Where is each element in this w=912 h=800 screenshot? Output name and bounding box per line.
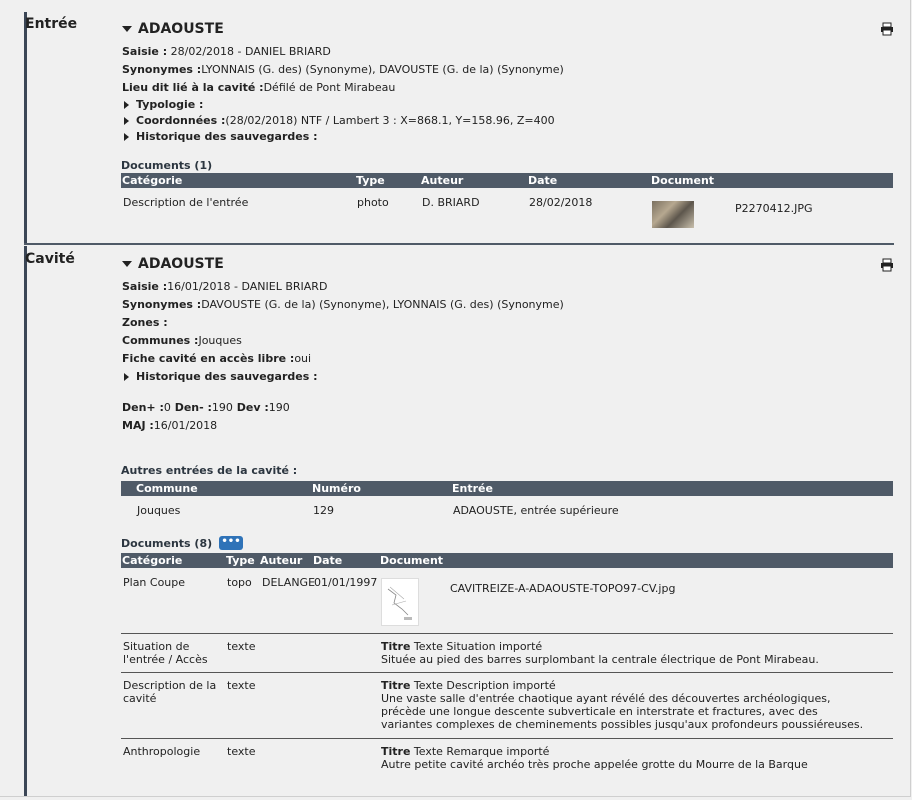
entree-lieu-dit bbox=[122, 81, 395, 94]
col-type: Type bbox=[356, 174, 385, 187]
entree-documents-table-header bbox=[121, 173, 893, 188]
row-auteur: DELANGE bbox=[262, 576, 316, 589]
col-auteur: Auteur bbox=[260, 554, 303, 567]
row-divider bbox=[121, 672, 893, 673]
maj-value: 16/01/2018 bbox=[153, 419, 218, 432]
topo-thumbnail[interactable] bbox=[381, 578, 419, 626]
titre-label: Titre bbox=[381, 640, 411, 653]
titre-value: Texte Description importé bbox=[410, 679, 556, 692]
col-categorie: Catégorie bbox=[122, 554, 183, 567]
row-titre bbox=[381, 640, 819, 653]
typologie-label: Typologie : bbox=[136, 98, 204, 111]
row-text-content bbox=[381, 640, 819, 666]
col-categorie: Catégorie bbox=[122, 174, 183, 187]
cavite-title-text: ADAOUSTE bbox=[138, 256, 224, 272]
row-type: texte bbox=[227, 640, 256, 653]
zones-label: Zones : bbox=[122, 316, 168, 329]
entree-saisie bbox=[122, 45, 331, 58]
row-categorie bbox=[123, 640, 208, 666]
text-line: Autre petite cavité archéo très proche appelée grotte du Mourre de la Barque bbox=[381, 758, 808, 771]
synonymes-label: Synonymes : bbox=[122, 298, 202, 311]
autres-entrees-heading: Autres entrées de la cavité : bbox=[121, 464, 298, 477]
cavite-zones bbox=[122, 316, 168, 329]
saisie-label: Saisie : bbox=[122, 280, 168, 293]
den-minus-label: Den- : bbox=[170, 401, 212, 414]
row-categorie-line: Situation de bbox=[123, 640, 190, 653]
coord-label: Coordonnées : bbox=[136, 114, 226, 127]
col-numero: Numéro bbox=[312, 482, 361, 495]
triangle-down-icon bbox=[122, 26, 132, 32]
entree-documents-heading: Documents (1) bbox=[121, 159, 213, 172]
row-categorie-line: Description de la bbox=[123, 679, 217, 692]
cavite-documents-heading: Documents (8) bbox=[121, 537, 213, 550]
col-document: Document bbox=[380, 554, 444, 567]
row-categorie-line: cavité bbox=[123, 692, 157, 705]
printer-icon[interactable] bbox=[880, 258, 894, 272]
typologie-toggle[interactable] bbox=[122, 98, 203, 111]
cavite-maj bbox=[122, 419, 217, 432]
row-type: topo bbox=[227, 576, 252, 589]
saisie-value: 16/01/2018 - DANIEL BRIARD bbox=[167, 280, 328, 293]
row-date: 01/01/1997 bbox=[314, 576, 378, 589]
text-line: précède une longue descente subverticale en interstrate et fractures, avec des bbox=[381, 705, 818, 718]
col-commune: Commune bbox=[136, 482, 198, 495]
den-plus-label: Den+ : bbox=[122, 401, 164, 414]
triangle-down-icon bbox=[122, 261, 132, 267]
row-type: texte bbox=[227, 745, 256, 758]
row-categorie bbox=[123, 745, 200, 758]
titre-label: Titre bbox=[381, 745, 411, 758]
historique-toggle-cavite[interactable] bbox=[122, 370, 318, 383]
col-type: Type bbox=[226, 554, 255, 567]
col-document: Document bbox=[651, 174, 715, 187]
fiche-value: oui bbox=[294, 352, 312, 365]
cavite-documents-table-header bbox=[121, 553, 893, 568]
saisie-value: 28/02/2018 - DANIEL BRIARD bbox=[167, 45, 331, 58]
col-auteur: Auteur bbox=[421, 174, 464, 187]
coord-value: (28/02/2018) NTF / Lambert 3 : X=868.1, Y=158.96, Z=400 bbox=[225, 114, 555, 127]
titre-value: Texte Situation importé bbox=[410, 640, 543, 653]
historique-toggle-entree[interactable] bbox=[122, 130, 318, 143]
row-document-link[interactable]: CAVITREIZE-A-ADAOUSTE-TOPO97-CV.jpg bbox=[450, 582, 676, 595]
row-titre bbox=[381, 679, 863, 692]
entree-title-text: ADAOUSTE bbox=[138, 21, 224, 37]
text-line: variantes complexes de cheminements possibles jusqu'aux profondeurs poussiéreuses. bbox=[381, 718, 864, 731]
col-date: Date bbox=[313, 554, 343, 567]
communes-value: Jouques bbox=[198, 334, 242, 347]
col-date: Date bbox=[528, 174, 558, 187]
cavite-section-bar bbox=[24, 246, 27, 796]
triangle-right-icon bbox=[124, 101, 129, 109]
row-document-link[interactable]: P2270412.JPG bbox=[735, 202, 813, 215]
triangle-right-icon bbox=[124, 117, 129, 125]
coordonnees-toggle[interactable] bbox=[122, 114, 555, 127]
row-type: photo bbox=[357, 196, 389, 209]
topo-sketch-icon bbox=[382, 579, 418, 625]
row-type: texte bbox=[227, 679, 256, 692]
cavite-communes bbox=[122, 334, 242, 347]
text-line: Située au pied des barres surplombant la centrale électrique de Pont Mirabeau. bbox=[381, 653, 819, 666]
section-divider bbox=[24, 243, 894, 245]
cavite-synonymes bbox=[122, 298, 564, 311]
cavite-fiche-acces bbox=[122, 352, 311, 365]
col-entree: Entrée bbox=[452, 482, 493, 495]
entree-section-label: Entrée bbox=[25, 16, 78, 32]
row-categorie: Description de l'entrée bbox=[123, 196, 249, 209]
entree-synonymes bbox=[122, 63, 564, 76]
row-divider bbox=[121, 633, 893, 634]
more-documents-button[interactable]: ••• bbox=[219, 536, 243, 550]
row-text-content bbox=[381, 745, 808, 771]
triangle-right-icon bbox=[124, 373, 129, 381]
historique-label: Historique des sauvegardes : bbox=[136, 370, 318, 383]
den-minus-value: 190 bbox=[211, 401, 233, 414]
synonymes-value: LYONNAIS (G. des) (Synonyme), DAVOUSTE (G. de la) (Synonyme) bbox=[201, 63, 564, 76]
titre-label: Titre bbox=[381, 679, 411, 692]
fiche-label: Fiche cavité en accès libre : bbox=[122, 352, 295, 365]
titre-value: Texte Remarque importé bbox=[410, 745, 550, 758]
row-numero: 129 bbox=[313, 504, 334, 517]
row-auteur: D. BRIARD bbox=[422, 196, 480, 209]
cavite-dimensions bbox=[122, 401, 290, 414]
dev-value: 190 bbox=[268, 401, 290, 414]
entree-section-bar bbox=[24, 12, 27, 244]
saisie-label: Saisie : bbox=[122, 45, 168, 58]
dev-label: Dev : bbox=[232, 401, 269, 414]
cavite-title[interactable] bbox=[122, 256, 224, 272]
triangle-right-icon bbox=[124, 133, 129, 141]
row-date: 28/02/2018 bbox=[529, 196, 593, 209]
row-divider bbox=[121, 738, 893, 739]
lieu-label: Lieu dit lié à la cavité : bbox=[122, 81, 264, 94]
row-entree-link[interactable]: ADAOUSTE, entrée supérieure bbox=[453, 504, 619, 517]
row-titre bbox=[381, 745, 808, 758]
row-categorie-line: l'entrée / Accès bbox=[123, 653, 208, 666]
entree-title[interactable] bbox=[122, 21, 224, 37]
lieu-value: Défilé de Pont Mirabeau bbox=[263, 81, 396, 94]
printer-icon[interactable] bbox=[880, 22, 894, 36]
row-text-content bbox=[381, 679, 863, 731]
synonymes-label: Synonymes : bbox=[122, 63, 202, 76]
row-categorie: Plan Coupe bbox=[123, 576, 186, 589]
den-plus-value: 0 bbox=[163, 401, 171, 414]
communes-label: Communes : bbox=[122, 334, 199, 347]
autres-entrees-table-header bbox=[121, 481, 893, 496]
maj-label: MAJ : bbox=[122, 419, 154, 432]
synonymes-value: DAVOUSTE (G. de la) (Synonyme), LYONNAIS (G. des) (Synonyme) bbox=[201, 298, 564, 311]
text-line: Une vaste salle d'entrée chaotique ayant révélé des découvertes archéologiques, bbox=[381, 692, 831, 705]
row-commune: Jouques bbox=[137, 504, 181, 517]
historique-label: Historique des sauvegardes : bbox=[136, 130, 318, 143]
photo-thumbnail[interactable] bbox=[652, 201, 694, 228]
row-categorie-line: Anthropologie bbox=[123, 745, 201, 758]
cavite-saisie bbox=[122, 280, 327, 293]
cavite-section-label: Cavité bbox=[25, 251, 75, 267]
row-categorie bbox=[123, 679, 216, 705]
